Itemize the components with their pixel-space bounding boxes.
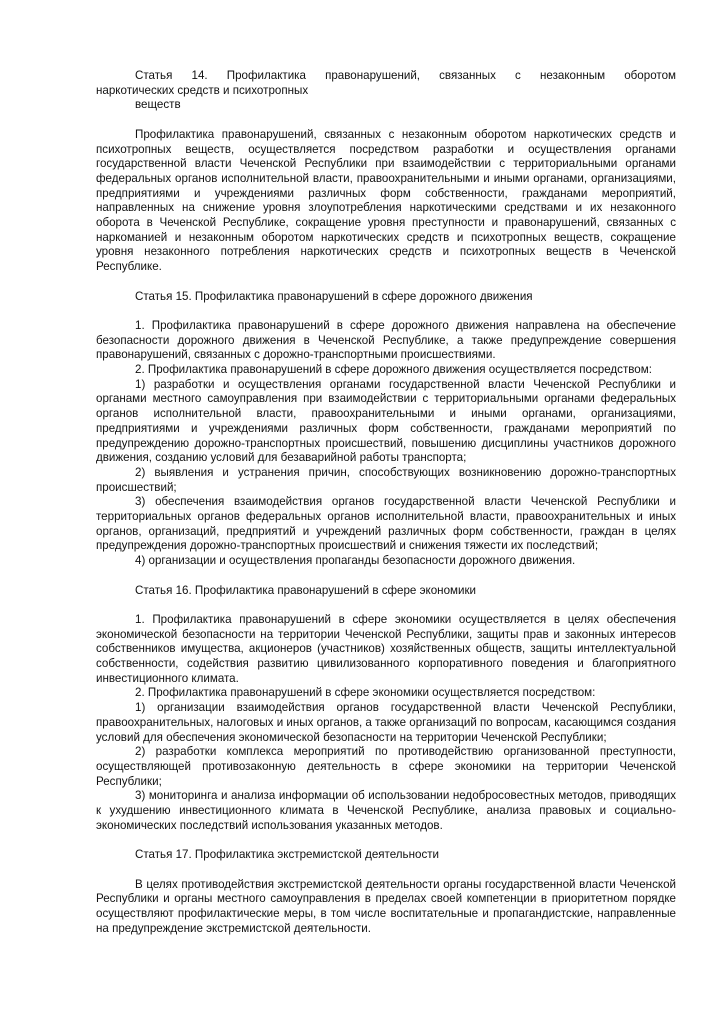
spacer [96,275,676,290]
article-15-paragraph: 2) выявления и устранения причин, способствующих возникновению дорожно-транспортных происшествий; [96,465,676,494]
article-15-paragraph: 2. Профилактика правонарушений в сфере дорожного движения осуществляется посредством: [135,363,652,377]
article-15-paragraph: 3) обеспечения взаимодействия органов государственной власти Чеченской Республики и территориальных органов федеральных органов исполнительной власти, правоохранительных и иных органов, организаций, предприятий и учреждений различных форм собственности, граждан в целях предупреждения дорожно-транспортных происшествий и снижения тяжести их последствий; [96,495,676,553]
document-page [96,69,676,936]
article-16-heading: Статья 16. Профилактика правонарушений в сфере экономики [135,583,477,597]
article-14 [96,69,676,275]
article-17-paragraph: В целях противодействия экстремистской деятельности органы государственной власти Чеченской Республики и органы местного самоуправления в пределах своей компетенции в приоритетном порядке осуществляют профилактические меры, в том числе воспитательные и пропагандистские, направленные на предупреждение экстремистской деятельности. [96,877,676,935]
spacer [96,833,676,848]
article-14-heading-line-1: Статья 14. Профилактика правонарушений, связанных с незаконным оборотом [135,69,676,82]
article-16-paragraph: 3) мониторинга и анализа информации об использовании недобросовестных методов, приводящих к ухудшению инвестиционного климата в Чеченской Республике, анализа правовых и социально-экономических последствий использования указанных методов. [96,789,676,832]
spacer [96,863,676,878]
spacer [96,113,676,128]
article-15-paragraph: 4) организации и осуществления пропаганды безопасности дорожного движения. [135,554,576,568]
article-17-heading: Статья 17. Профилактика экстремистской деятельности [135,848,440,862]
spacer [96,598,676,613]
article-14-paragraph: Профилактика правонарушений, связанных с незаконным оборотом наркотических средств и психотропных веществ, осуществляется посредством разработки и осуществления органами государственной власти Чеченской Республики при взаимодействии с территориальными органами федеральных органов исполнительной власти, правоохранительными и иными органами, организациями, предприятиями и учреждениями различных форм собственности, гражданами мероприятий, направленных на снижение уровня злоупотребления наркотическими средствами и их незаконного оборота в Чеченской Республике, сокращение уровня преступности и правонарушений, связанных с наркоманией и незаконным оборотом наркотических средств и психотропных веществ, сокращение уровня незаконного потребления наркотических средств и психотропных веществ в Чеченской Республике. [96,127,676,274]
article-16-paragraph: 1. Профилактика правонарушений в сфере экономики осуществляется в целях обеспечения экономической безопасности на территории Чеченской Республики, защиты прав и законных интересов собственников имущества, акционеров (участников) хозяйственных обществ, защиты интеллектуальной собственности, содействия развитию цивилизованного корпоративного поведения и благоприятного инвестиционного климата. [96,612,676,685]
article-14-heading-line-3: веществ [135,98,181,112]
article-15 [96,290,676,569]
spacer [96,304,676,319]
article-14-heading-line-2: наркотических средств и психотропных [96,83,309,97]
article-15-paragraph: 1. Профилактика правонарушений в сфере дорожного движения направлена на обеспечение безопасности дорожного движения в Чеченской Республике, а также предупреждение совершения правонарушений, связанных с дорожно-транспортными происшествиями. [96,318,676,362]
article-16-paragraph: 2) разработки комплекса мероприятий по противодействию организованной преступности, осуществляющей противозаконную деятельность в сфере экономики на территории Чеченской Республики; [96,745,676,788]
article-17 [96,848,676,936]
spacer [96,569,676,584]
article-16 [96,584,676,834]
article-15-paragraph: 1) разработки и осуществления органами государственной власти Чеченской Республики и органами местного самоуправления при взаимодействии с территориальными органами федеральных органов исполнительной власти, правоохранительными и иными органами, организациями, предприятиями и учреждениями различных форм собственности, гражданами мероприятий по предупреждению дорожно-транспортных происшествий, повышению дисциплины участников дорожного движения, созданию условий для безаварийной работы транспорта; [96,377,676,465]
article-15-heading: Статья 15. Профилактика правонарушений в сфере дорожного движения [135,289,533,303]
article-16-paragraph: 1) организации взаимодействия органов государственной власти Чеченской Республики, правоохранительных, налоговых и иных органов, а также организаций по вопросам, касающимся создания условий для обеспечения экономической безопасности на территории Чеченской Республики; [96,701,676,744]
article-16-paragraph: 2. Профилактика правонарушений в сфере экономики осуществляется посредством: [135,686,596,700]
